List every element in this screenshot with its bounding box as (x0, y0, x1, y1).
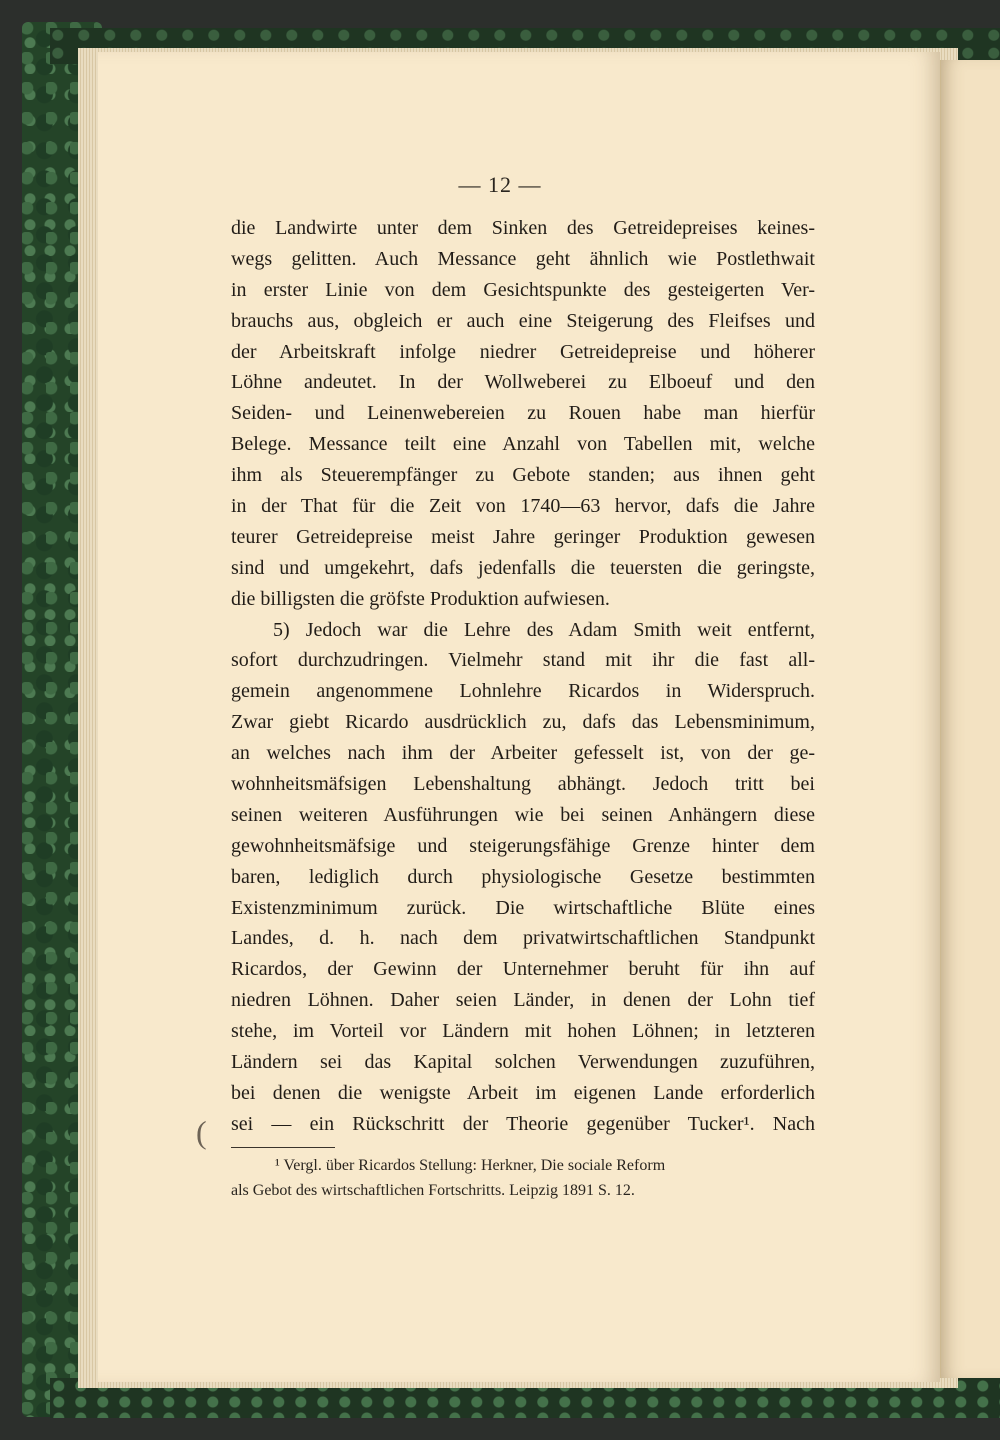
footnote-line: ¹ Vergl. über Ricardos Stellung: Herkner, Die sociale Reform (275, 1157, 666, 1174)
margin-pencil-mark: ( (196, 1114, 207, 1150)
text-line: brauchs aus, obgleich er auch eine Steigerung des Fleifses und (231, 309, 815, 332)
text-line: sofort durchzudringen. Vielmehr stand mit ihr die fast all- (231, 649, 815, 672)
text-line: wegs gelitten. Auch Messance geht ähnlich wie Postlethwait (231, 247, 815, 270)
text-line: der Arbeitskraft infolge niedrer Getreidepreise und höherer (231, 340, 815, 363)
text-line: stehe, im Vorteil vor Ländern mit hohen Löhnen; in letzteren (231, 1020, 815, 1043)
paragraph-end-line: die billigsten die gröfste Produktion aufwiesen. (231, 587, 610, 610)
text-line: an welches nach ihm der Arbeiter gefesselt ist, von der ge- (231, 742, 815, 765)
footnote-rule (231, 1147, 335, 1148)
text-line: in der That für die Zeit von 1740—63 hervor, dafs die Jahre (231, 495, 815, 518)
text-line: Ricardos, der Gewinn der Unternehmer beruht für ihn auf (231, 958, 815, 981)
text-line: niedren Löhnen. Daher seien Länder, in denen der Lohn tief (231, 989, 815, 1012)
text-line: in erster Linie von dem Gesichtspunkte des gesteigerten Ver- (231, 278, 815, 301)
text-line: Ländern sei das Kapital solchen Verwendungen zuzuführen, (231, 1051, 815, 1074)
facing-page-edge (940, 60, 1000, 1378)
text-line: Landes, d. h. nach dem privatwirtschaftlichen Standpunkt (231, 927, 815, 950)
text-line: seinen weiteren Ausführungen wie bei seinen Anhängern diese (231, 803, 815, 826)
footnote (231, 1154, 815, 1203)
text-line: die Landwirte unter dem Sinken des Getreidepreises keines- (231, 217, 815, 239)
text-line: Belege. Messance teilt eine Anzahl von Tabellen mit, welche (231, 433, 815, 456)
text-line: sei — ein Rückschritt der Theorie gegenüber Tucker¹. Nach (231, 1112, 815, 1135)
body-text (231, 213, 815, 1140)
text-line: baren, lediglich durch physiologische Gesetze bestimmten (231, 865, 815, 888)
page-number: — 12 — (458, 172, 542, 197)
text-line: gemein angenommene Lohnlehre Ricardos in Widerspruch. (231, 680, 815, 703)
text-line: ihm als Steuerempfänger zu Gebote standen; aus ihnen geht (231, 464, 815, 487)
text-line: bei denen die wenigste Arbeit im eigenen Lande erforderlich (231, 1081, 815, 1104)
text-line: Zwar giebt Ricardo ausdrücklich zu, dafs das Lebensminimum, (231, 711, 815, 734)
text-line: Seiden- und Leinenwebereien zu Rouen habe man hierfür (231, 402, 815, 425)
text-line: wohnheitsmäfsigen Lebenshaltung abhängt. Jedoch tritt bei (231, 773, 815, 796)
text-line: teurer Getreidepreise meist Jahre geringer Produktion gewesen (231, 525, 815, 548)
text-line: Löhne andeutet. In der Wollweberei zu Elboeuf und den (231, 371, 815, 394)
footnote-line: als Gebot des wirtschaftlichen Fortschritts. Leipzig 1891 S. 12. (231, 1181, 635, 1199)
paragraph-start-line: 5) Jedoch war die Lehre des Adam Smith weit entfernt, (273, 618, 815, 641)
text-line: gewohnheitsmäfsige und steigerungsfähige Grenze hinter dem (231, 834, 815, 857)
text-line: Existenzminimum zurück. Die wirtschaftliche Blüte eines (231, 896, 815, 919)
text-line: sind und umgekehrt, dafs jedenfalls die teuersten die geringste, (231, 556, 815, 579)
